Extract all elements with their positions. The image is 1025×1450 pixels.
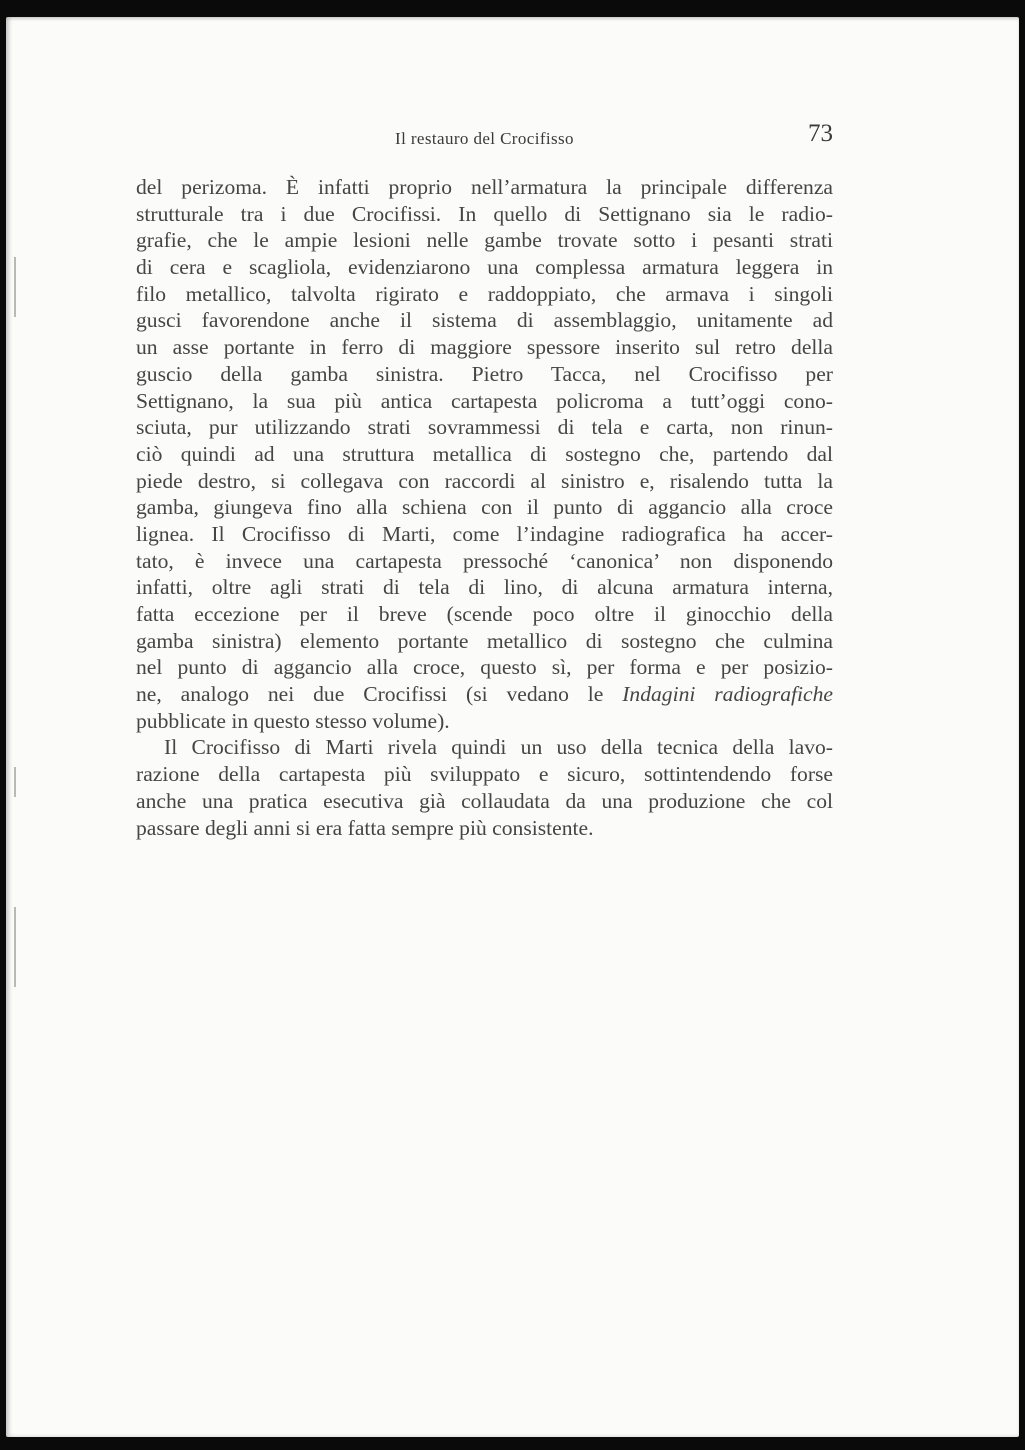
- text-line: fatta eccezione per il breve (scende poco oltre il ginocchio della: [136, 602, 833, 626]
- text-line: del perizoma. È infatti proprio nell’armatura la principale differenza: [136, 175, 833, 199]
- text-line: lignea. Il Crocifisso di Marti, come l’indagine radiografica ha accer-: [136, 521, 833, 546]
- text-line: passare degli anni si era fatta sempre più consistente.: [136, 815, 594, 840]
- text-line: gamba sinistra) elemento portante metallico di sostegno che culmina: [136, 628, 833, 653]
- text-line: strutturale tra i due Crocifissi. In quello di Settignano sia le radio-: [136, 201, 833, 226]
- text-line: nel punto di aggancio alla croce, questo sì, per forma e per posizio-: [136, 655, 833, 680]
- text-line: piede destro, si collegava con raccordi al sinistro e, risalendo tutta la: [136, 468, 833, 493]
- text-line: Il Crocifisso di Marti rivela quindi un uso della tecnica della lavo-: [164, 735, 833, 760]
- text-line: guscio della gamba sinistra. Pietro Tacca, nel Crocifisso per: [136, 361, 833, 386]
- line-text: ne, analogo nei due Crocifissi (si vedano le: [136, 682, 623, 707]
- text-line: filo metallico, talvolta rigirato e raddoppiato, che armava i singoli: [136, 281, 833, 306]
- body-text: [136, 174, 833, 841]
- text-line-with-italic: [136, 681, 833, 708]
- text-line: ciò quindi ad una struttura metallica di sostegno che, partendo dal: [136, 441, 833, 466]
- text-line: infatti, oltre agli strati di tela di lino, di alcuna armatura interna,: [136, 575, 833, 600]
- italic-title: Indagini radiografiche: [622, 682, 834, 707]
- text-line: di cera e scagliola, evidenziarono una complessa armatura leggera in: [136, 255, 833, 280]
- paragraph-1: [136, 174, 833, 734]
- text-line: grafie, che le ampie lesioni nelle gambe trovate sotto i pesanti strati: [136, 228, 833, 253]
- text-line: Settignano, la sua più antica cartapesta policroma a tutt’oggi cono-: [136, 388, 833, 413]
- text-line: anche una pratica esecutiva già collaudata da una produzione che col: [136, 788, 833, 813]
- page-number: 73: [808, 120, 833, 147]
- text-line: gusci favorendone anche il sistema di assemblaggio, unitamente ad: [136, 308, 833, 333]
- gutter-edge-marks: [14, 77, 16, 1177]
- text-line: sciuta, pur utilizzando strati sovrammessi di tela e carta, non rinun-: [136, 415, 833, 440]
- running-head: [136, 115, 833, 151]
- text-line: gamba, giungeva fino alla schiena con il punto di aggancio alla croce: [136, 495, 833, 520]
- paragraph-2: [136, 734, 833, 841]
- text-line: un asse portante in ferro di maggiore spessore inserito sul retro della: [136, 335, 833, 360]
- book-page: [6, 17, 1019, 1437]
- running-title: Il restauro del Crocifisso: [395, 129, 574, 148]
- text-line: razione della cartapesta più sviluppato e sicuro, sottintendendo forse: [136, 762, 833, 787]
- text-line: tato, è invece una cartapesta pressoché ‘canonica’ non disponendo: [136, 548, 833, 573]
- text-line: pubblicate in questo stesso volume).: [136, 708, 450, 733]
